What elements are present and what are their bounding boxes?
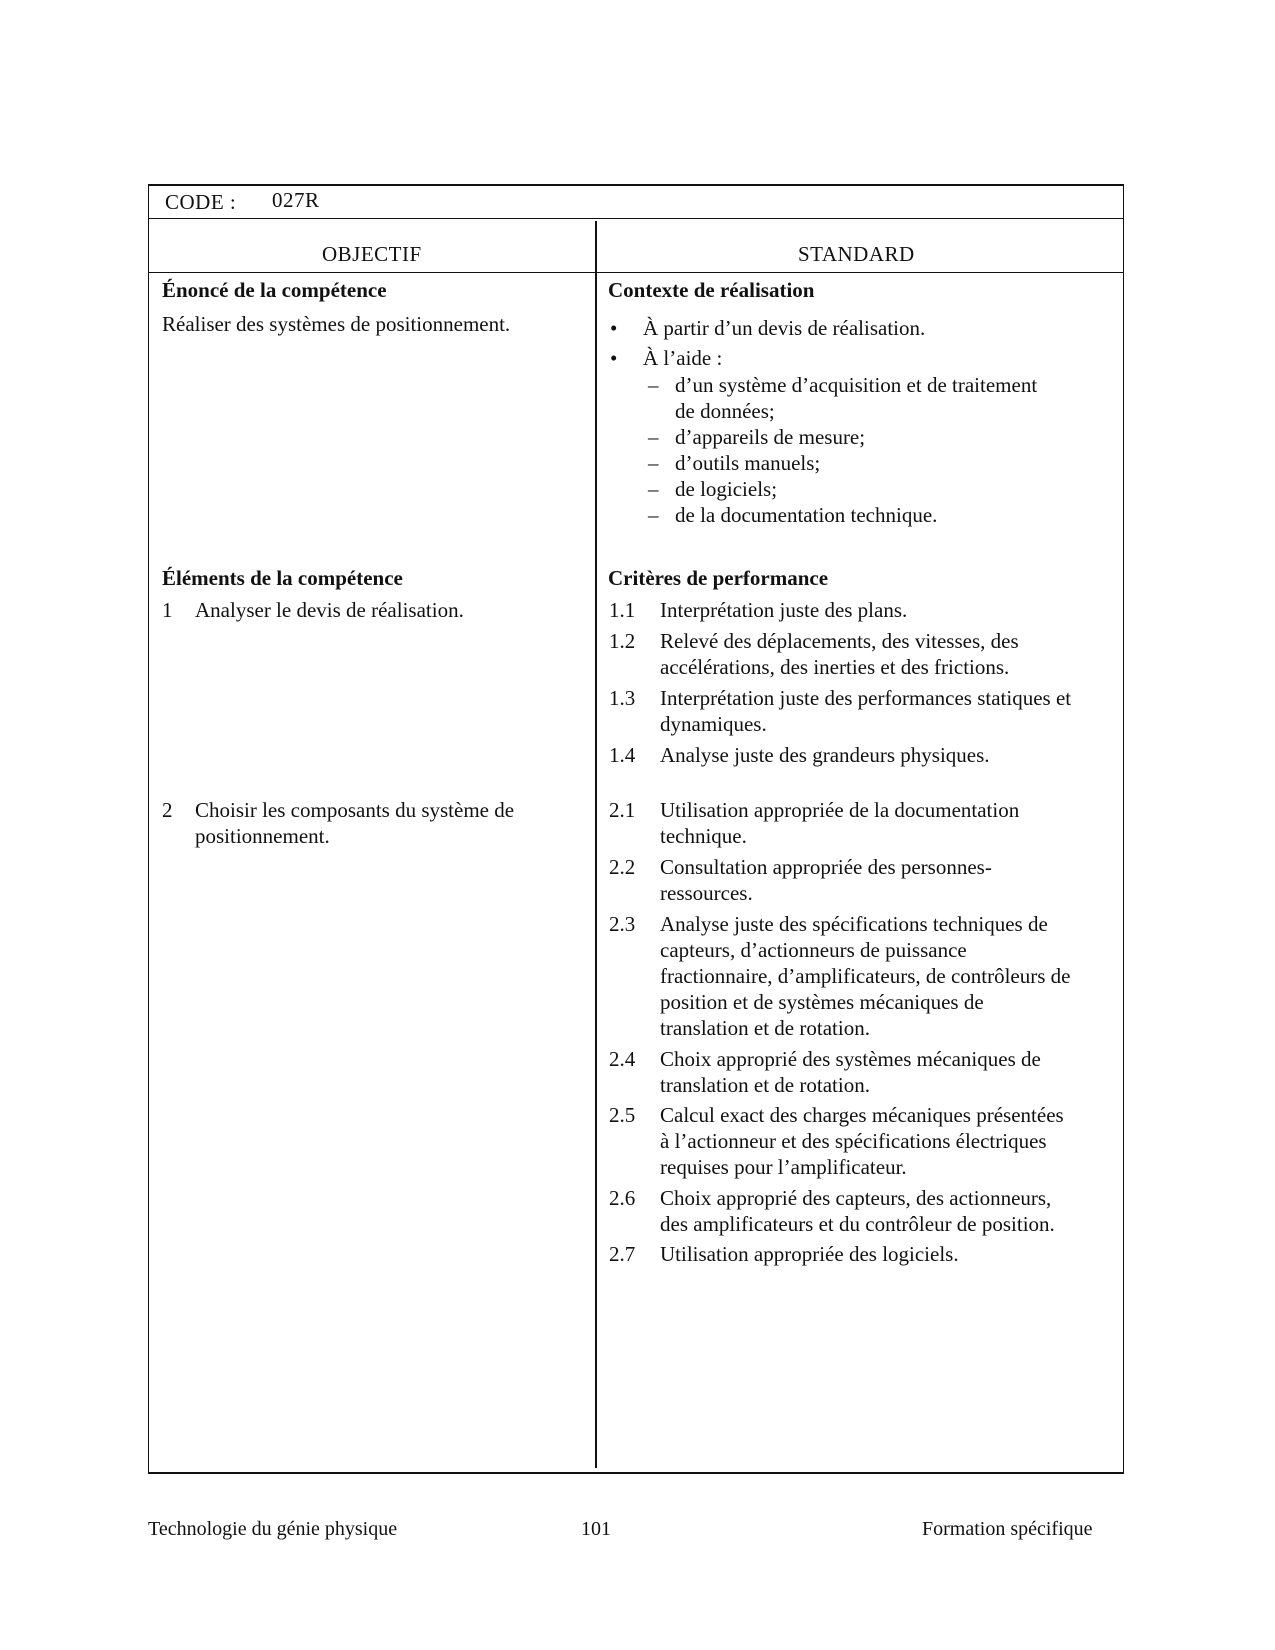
contexte-sub-item: d’appareils de mesure; xyxy=(675,425,866,449)
critere-text: accélérations, des inerties et des frictions. xyxy=(660,655,1010,679)
code-value: 027R xyxy=(272,188,320,212)
critere-text: dynamiques. xyxy=(660,712,767,736)
critere-text: ressources. xyxy=(660,881,753,905)
contexte-sub-item: de logiciels; xyxy=(675,477,778,501)
table-border-right xyxy=(1123,184,1124,1473)
column-divider xyxy=(595,221,597,1468)
contexte-sub-item: de la documentation technique. xyxy=(675,503,938,527)
dash-icon: – xyxy=(648,451,659,475)
critere-text: requises pour l’amplificateur. xyxy=(660,1155,907,1179)
critere-text: Analyse juste des grandeurs physiques. xyxy=(660,743,990,767)
critere-text: Analyse juste des spécifications techniques de xyxy=(660,912,1048,936)
critere-number: 2.1 xyxy=(609,798,636,822)
critere-text: Interprétation juste des performances statiques et xyxy=(660,686,1072,710)
contexte-bullet: À partir d’un devis de réalisation. xyxy=(643,316,926,340)
element-text: Choisir les composants du système de xyxy=(195,798,515,822)
dash-icon: – xyxy=(648,425,659,449)
footer-title: Technologie du génie physique xyxy=(148,1518,398,1540)
contexte-sub-item: d’un système d’acquisition et de traitement xyxy=(675,373,1038,397)
dash-icon: – xyxy=(648,477,659,501)
dash-icon: – xyxy=(648,503,659,527)
contexte-sub-item: d’outils manuels; xyxy=(675,451,821,475)
critere-number: 2.3 xyxy=(609,912,636,936)
criteres-title: Critères de performance xyxy=(608,566,829,590)
critere-number: 1.1 xyxy=(609,598,636,622)
header-row-divider xyxy=(148,272,1124,273)
critere-number: 1.3 xyxy=(609,686,636,710)
critere-number: 2.2 xyxy=(609,855,636,879)
critere-text: position et de systèmes mécaniques de xyxy=(660,990,984,1014)
critere-text: technique. xyxy=(660,824,747,848)
critere-number: 1.4 xyxy=(609,743,636,767)
critere-text: à l’actionneur et des spécifications électriques xyxy=(660,1129,1047,1153)
critere-number: 2.4 xyxy=(609,1047,636,1071)
bullet-icon: • xyxy=(610,346,618,370)
bullet-icon: • xyxy=(610,316,618,340)
code-label: CODE : xyxy=(165,190,237,214)
code-row-divider xyxy=(148,218,1124,219)
critere-text: des amplificateurs et du contrôleur de position. xyxy=(660,1212,1055,1236)
critere-number: 2.5 xyxy=(609,1103,636,1127)
critere-text: Choix approprié des systèmes mécaniques de xyxy=(660,1047,1041,1071)
critere-number: 1.2 xyxy=(609,629,636,653)
element-number: 1 xyxy=(162,598,173,622)
critere-text: Utilisation appropriée des logiciels. xyxy=(660,1242,959,1266)
enonce-title: Énoncé de la compétence xyxy=(162,278,387,302)
critere-text: Choix approprié des capteurs, des actionneurs, xyxy=(660,1186,1052,1210)
contexte-bullet: À l’aide : xyxy=(643,346,723,370)
dash-icon: – xyxy=(648,373,659,397)
elements-title: Éléments de la compétence xyxy=(162,566,403,590)
table-border-top xyxy=(148,184,1124,186)
critere-text: translation et de rotation. xyxy=(660,1073,870,1097)
contexte-sub-item: de données; xyxy=(675,399,775,423)
critere-text: Consultation appropriée des personnes- xyxy=(660,855,992,879)
critere-text: Utilisation appropriée de la documentation xyxy=(660,798,1020,822)
footer-section: Formation spécifique xyxy=(922,1518,1093,1540)
critere-text: Relevé des déplacements, des vitesses, des xyxy=(660,629,1019,653)
critere-text: translation et de rotation. xyxy=(660,1016,870,1040)
table-border-left xyxy=(148,184,149,1473)
critere-text: Calcul exact des charges mécaniques présentées xyxy=(660,1103,1064,1127)
standard-header: STANDARD xyxy=(798,242,915,266)
element-text: positionnement. xyxy=(195,824,330,848)
enonce-text: Réaliser des systèmes de positionnement. xyxy=(162,312,511,336)
critere-number: 2.7 xyxy=(609,1242,636,1266)
critere-number: 2.6 xyxy=(609,1186,636,1210)
element-text: Analyser le devis de réalisation. xyxy=(195,598,464,622)
page-number: 101 xyxy=(581,1518,611,1540)
contexte-title: Contexte de réalisation xyxy=(608,278,815,302)
critere-text: fractionnaire, d’amplificateurs, de contrôleurs de xyxy=(660,964,1071,988)
critere-text: capteurs, d’actionneurs de puissance xyxy=(660,938,967,962)
table-border-bottom xyxy=(148,1472,1124,1474)
objectif-header: OBJECTIF xyxy=(322,242,422,266)
critere-text: Interprétation juste des plans. xyxy=(660,598,908,622)
element-number: 2 xyxy=(162,798,173,822)
